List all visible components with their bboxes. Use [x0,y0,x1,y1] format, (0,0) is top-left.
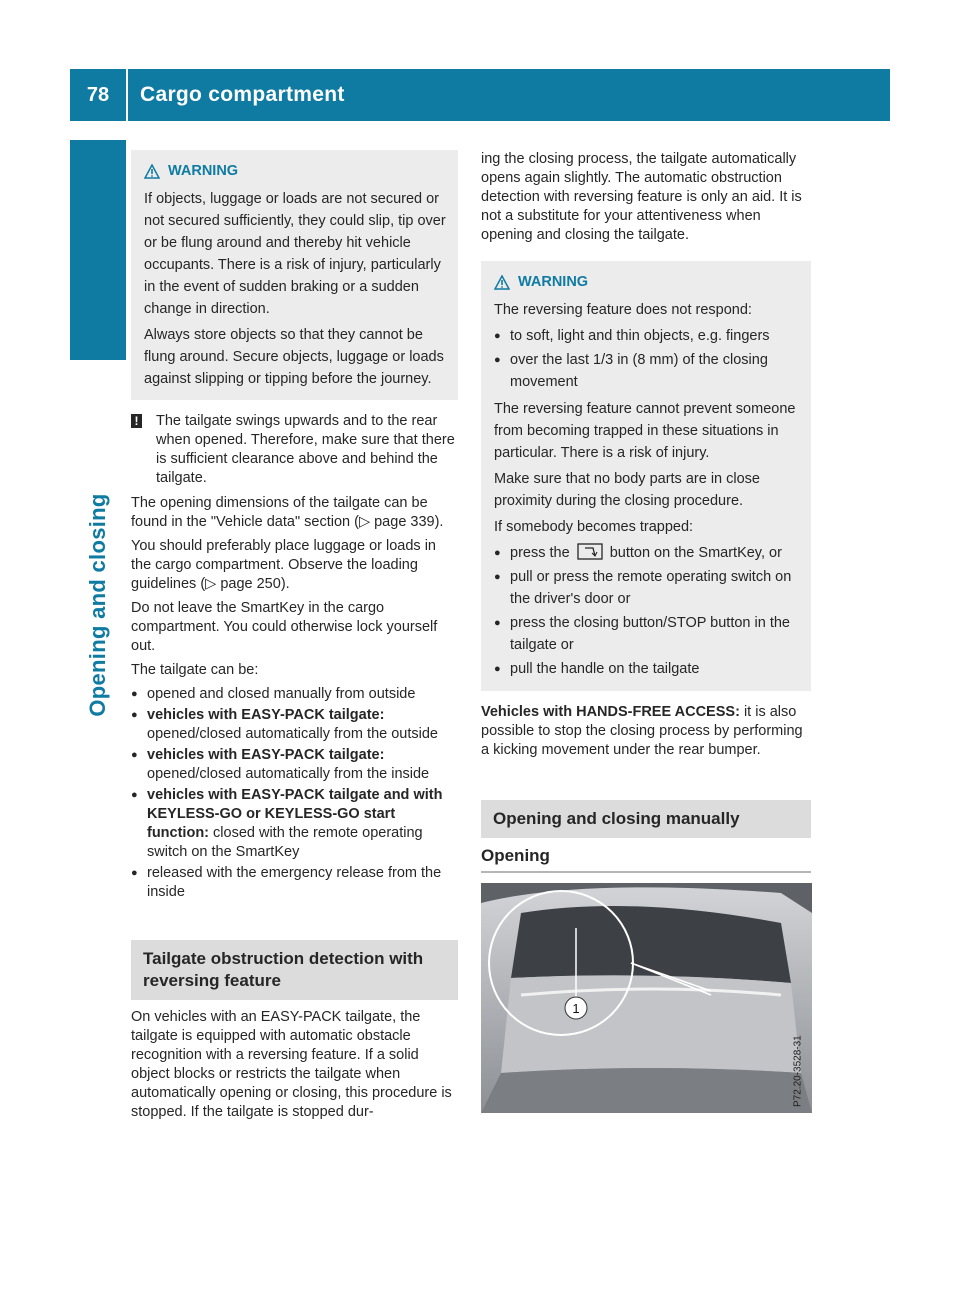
warning-title: WARNING [494,271,801,293]
warning-intro: The reversing feature does not respond: [494,302,752,318]
hands-free-paragraph: Vehicles with HANDS-FREE ACCESS: it is also possible to stop the closing process by performing a kicking movement under the rear bumper. [481,704,803,758]
list-item: ● vehicles with EASY-PACK tailgate and with KEYLESS-GO or KEYLESS-GO start function: closed with the remote operating switch on the SmartKey [131,787,443,860]
warning-paragraph: If somebody becomes trapped: [494,519,694,535]
list-item: ● released with the emergency release from the inside [131,865,442,900]
bullet-icon: ● [131,749,138,761]
exclamation-icon: ! [131,414,142,428]
warning-paragraph: If objects, luggage or loads are not secured or not secured sufficiently, they could slip, tip over or be flung around and thereby hit vehicle occupants. There is a risk of injury, particularly in the event of sudden braking or a sudden change in direction. [144,191,446,317]
chapter-label: Opening and closing [85,493,110,717]
bullet-icon: ● [131,867,138,879]
bullet-icon: ● [494,571,501,583]
page-number: 78 [86,84,110,106]
list-item: ● pull or press the remote operating switch on the driver's door or [494,566,801,610]
page-title: Cargo compartment [140,83,345,106]
warning-paragraph: Make sure that no body parts are in close proximity during the closing procedure. [494,471,760,509]
tailgate-button-icon [577,543,603,560]
body-paragraph: The tailgate can be: [131,662,259,678]
callout-number: 1 [572,1001,580,1016]
bullet-icon: ● [494,547,501,559]
left-column [131,150,458,1127]
list-item: ● press the button on the SmartKey, or [494,542,801,564]
bullet-icon: ● [494,617,501,629]
tailgate-options-list [131,685,458,902]
list-item: ● over the last 1/3 in (8 mm) of the closing movement [494,349,801,393]
warning-paragraph: Always store objects so that they cannot be flung around. Secure objects, luggage or loads against slipping or tipping before the journey. [144,327,444,387]
list-item: ● vehicles with EASY-PACK tailgate: opened/closed automatically from the outside [131,707,438,742]
tailgate-figure [481,883,812,1113]
bullet-icon: ● [494,330,501,342]
warning-title: WARNING [144,160,448,182]
warning-paragraph: The reversing feature cannot prevent someone from becoming trapped in these situations in particular. There is a risk of injury. [494,401,796,461]
bullet-icon: ● [494,663,501,675]
subheading: Opening [481,846,811,873]
body-paragraph: The opening dimensions of the tailgate can be found in the "Vehicle data" section (▷ page 339). [131,495,444,530]
warning-icon [144,164,160,179]
car-rear-illustration [481,883,812,1113]
chapter-tab [70,140,126,360]
body-paragraph: Do not leave the SmartKey in the cargo compartment. You could otherwise lock yourself out. [131,600,438,654]
list-item: ● pull the handle on the tailgate [494,658,801,680]
bullet-icon: ● [131,688,138,700]
section-heading: Opening and closing manually [481,800,811,838]
note-text: The tailgate swings upwards and to the rear when opened. Therefore, make sure that there is sufficient clearance above and behind the tailgate. [156,413,455,486]
list-item: ● opened and closed manually from outside [131,686,416,702]
chapter-sidebar [70,140,126,1300]
section-heading: Tailgate obstruction detection with reversing feature [131,940,458,1000]
right-column [481,150,811,1113]
header-divider [126,69,128,121]
bullet-icon: ● [131,789,138,801]
list-item: ● to soft, light and thin objects, e.g. fingers [494,325,801,347]
warning-box [131,150,458,400]
warning-list [494,325,801,393]
warning-box [481,261,811,691]
list-item: ● vehicles with EASY-PACK tailgate: opened/closed automatically from the inside [131,747,430,782]
figure-code: P72.20-3528-31 [793,1035,804,1107]
page-header [70,69,890,121]
bullet-icon: ● [131,709,138,721]
note-block [131,412,458,488]
bullet-icon: ● [494,354,501,366]
body-paragraph: You should preferably place luggage or loads in the cargo compartment. Observe the loading guidelines (▷ page 250). [131,538,436,592]
list-item: ● press the closing button/STOP button in the tailgate or [494,612,801,656]
continuation-paragraph: ing the closing process, the tailgate automatically opens again slightly. The automatic obstruction detection with reversing feature is only an aid. It is not a substitute for your attentiveness when opening and closing the tailgate. [481,151,802,243]
trapped-actions-list [494,542,801,680]
warning-icon [494,275,510,290]
section-paragraph: On vehicles with an EASY-PACK tailgate, the tailgate is equipped with automatic obstacle recognition with a reversing feature. If a solid object blocks or restricts the tailgate when automatically opening or closing, this procedure is stopped. If the tailgate is stopped dur- [131,1009,452,1120]
